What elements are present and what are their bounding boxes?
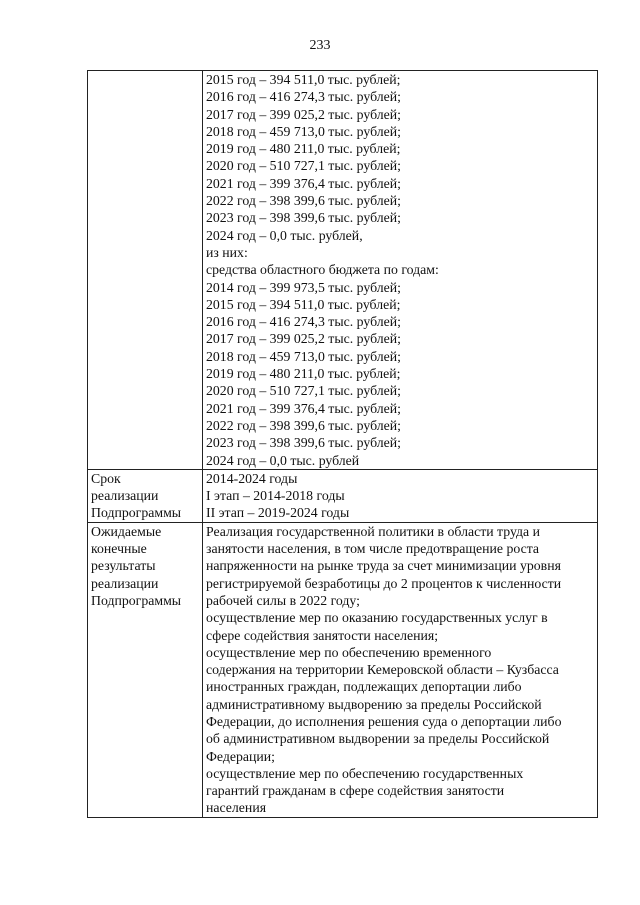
row-value-line: 2016 год – 416 274,3 тыс. рублей;: [206, 314, 401, 330]
row-value-line: 2019 год – 480 211,0 тыс. рублей;: [206, 366, 401, 382]
row-label-line: Срок: [91, 470, 121, 486]
row-value-line: 2019 год – 480 211,0 тыс. рублей;: [206, 141, 401, 157]
row-label-line: реализации: [91, 488, 159, 504]
row-value-line: осуществление мер по оказанию государственных услуг в: [206, 610, 548, 626]
row-value-line: об административном выдворении за пределы Российской: [206, 731, 550, 747]
row-value-line: 2014 год – 399 973,5 тыс. рублей;: [206, 279, 401, 295]
row-value-line: Федерации, до исполнения решения суда о депортации либо: [206, 713, 562, 729]
row-value-line: регистрируемой безработицы до 2 процентов к численности: [206, 575, 562, 591]
row-value-line: иностранных граждан, подлежащих депортации либо: [206, 679, 522, 695]
row-value-line: 2015 год – 394 511,0 тыс. рублей;: [206, 72, 401, 87]
row-value-line: 2020 год – 510 727,1 тыс. рублей;: [206, 158, 401, 174]
row-label-line: результаты: [91, 558, 156, 574]
row-value-line: 2015 год – 394 511,0 тыс. рублей;: [206, 296, 401, 312]
row-value-line: Федерации;: [206, 748, 275, 764]
row-value-line: сфере содействия занятости населения;: [206, 627, 439, 643]
table-row: [88, 469, 598, 522]
row-value-line: осуществление мер по обеспечению государственных: [206, 765, 524, 781]
row-value-line: средства областного бюджета по годам:: [206, 262, 439, 278]
row-value-cell: [203, 522, 598, 817]
row-value-line: из них:: [206, 244, 248, 260]
row-value-line: осуществление мер по обеспечению временного: [206, 644, 492, 660]
row-value-cell: [203, 469, 598, 522]
row-value-line: 2021 год – 399 376,4 тыс. рублей;: [206, 400, 401, 416]
row-label-cell: [88, 469, 203, 522]
row-value-line: II этап – 2019-2024 годы: [206, 505, 350, 521]
row-value-line: 2016 год – 416 274,3 тыс. рублей;: [206, 89, 401, 105]
row-value-line: 2017 год – 399 025,2 тыс. рублей;: [206, 106, 401, 122]
row-value-line: содержания на территории Кемеровской области – Кузбасса: [206, 662, 559, 678]
row-value-line: I этап – 2014-2018 годы: [206, 488, 345, 504]
row-value-line: 2014-2024 годы: [206, 470, 298, 486]
row-value-line: 2023 год – 398 399,6 тыс. рублей;: [206, 435, 401, 451]
row-value-line: административному выдворению за пределы Российской: [206, 696, 542, 712]
row-label-line: конечные: [91, 541, 147, 557]
row-label-line: Подпрограммы: [91, 505, 182, 521]
row-label-cell: [88, 522, 203, 817]
page-number: 233: [309, 38, 331, 53]
table-row: [88, 522, 598, 817]
program-passport-table: [87, 70, 598, 818]
row-value-line: 2022 год – 398 399,6 тыс. рублей;: [206, 417, 401, 433]
row-value-line: населения: [206, 800, 267, 816]
row-value-line: 2024 год – 0,0 тыс. рублей,: [206, 227, 363, 243]
row-label-line: реализации: [91, 575, 159, 591]
row-value-line: 2022 год – 398 399,6 тыс. рублей;: [206, 193, 401, 209]
row-value-line: напряженности на рынке труда за счет минимизации уровня: [206, 558, 561, 574]
row-value-line: 2023 год – 398 399,6 тыс. рублей;: [206, 210, 401, 226]
row-label-cell: [88, 71, 203, 470]
table-row: [88, 71, 598, 470]
row-value-line: гарантий гражданам в сфере содействия занятости: [206, 783, 505, 799]
row-value-line: 2018 год – 459 713,0 тыс. рублей;: [206, 123, 401, 139]
row-value-line: Реализация государственной политики в области труда и: [206, 523, 540, 539]
row-value-line: 2018 год – 459 713,0 тыс. рублей;: [206, 348, 401, 364]
row-value-cell: [203, 71, 598, 470]
row-label-line: Подпрограммы: [91, 592, 182, 608]
row-value-line: 2021 год – 399 376,4 тыс. рублей;: [206, 175, 401, 191]
row-value-line: 2020 год – 510 727,1 тыс. рублей;: [206, 383, 401, 399]
row-value-line: рабочей силы в 2022 году;: [206, 592, 360, 608]
row-value-line: 2024 год – 0,0 тыс. рублей: [206, 452, 360, 468]
row-value-line: занятости населения, в том числе предотвращение роста: [206, 541, 540, 557]
row-value-line: 2017 год – 399 025,2 тыс. рублей;: [206, 331, 401, 347]
row-label-line: Ожидаемые: [91, 523, 162, 539]
